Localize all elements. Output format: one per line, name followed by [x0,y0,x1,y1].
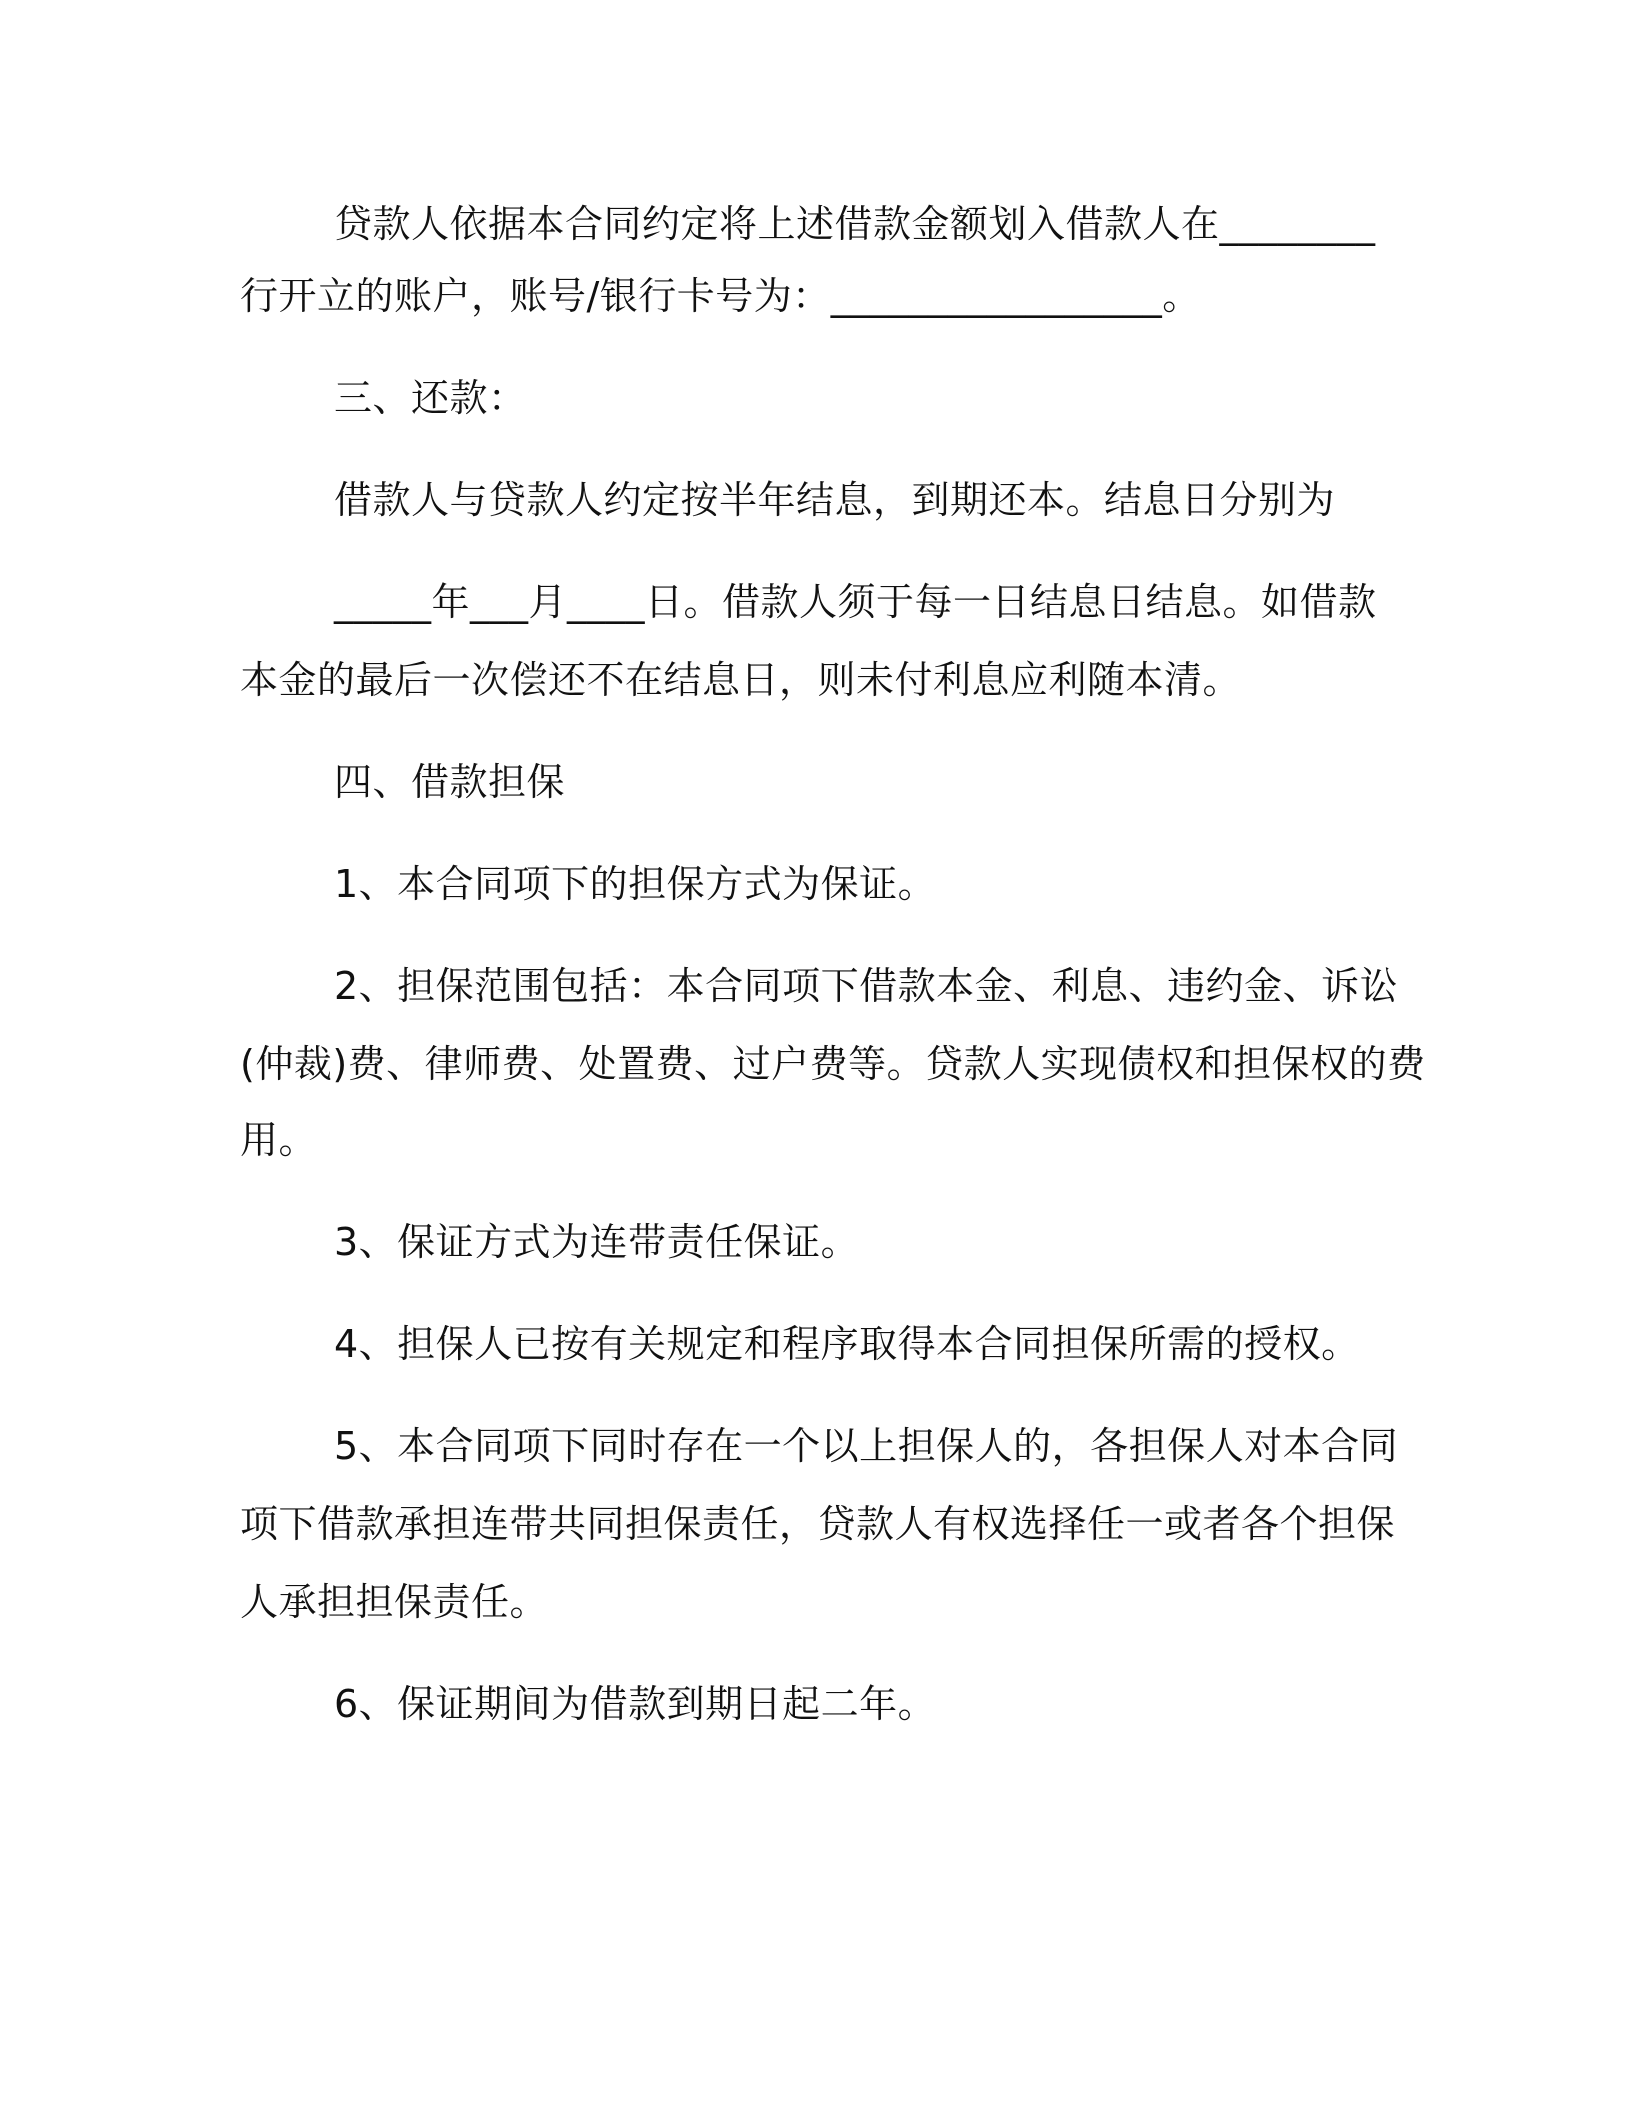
paragraph-line: 贷款人依据本合同约定将上述借款金额划入借款人在________ [334,202,1376,246]
clause-line: (仲裁)费、律师费、处置费、过户费等。贷款人实现债权和担保权的费 [240,1042,1426,1086]
clause-line: 项下借款承担连带共同担保责任，贷款人有权选择任一或者各个担保 [240,1502,1396,1546]
section-heading: 三、还款： [334,376,527,420]
clause-line: 用。 [240,1118,318,1162]
clause-line: 4、担保人已按有关规定和程序取得本合同担保所需的授权。 [334,1322,1360,1366]
paragraph-line: 借款人与贷款人约定按半年结息，到期还本。结息日分别为 [334,478,1336,522]
clause-line: 1、本合同项下的担保方式为保证。 [334,862,937,906]
paragraph-line: 行开立的账户，账号/银行卡号为：_________________。 [240,274,1201,318]
paragraph-line: 本金的最后一次偿还不在结息日，则未付利息应利随本清。 [240,658,1242,702]
section-heading: 四、借款担保 [334,760,566,804]
clause-line: 人承担担保责任。 [240,1580,549,1624]
clause-line: 3、保证方式为连带责任保证。 [334,1220,860,1264]
clause-line: 5、本合同项下同时存在一个以上担保人的，各担保人对本合同 [334,1424,1399,1468]
clause-line: 2、担保范围包括：本合同项下借款本金、利息、违约金、诉讼 [334,964,1399,1008]
clause-line: 6、保证期间为借款到期日起二年。 [334,1682,937,1726]
paragraph-line: _____年___月____日。借款人须于每一日结息日结息。如借款 [334,580,1377,624]
